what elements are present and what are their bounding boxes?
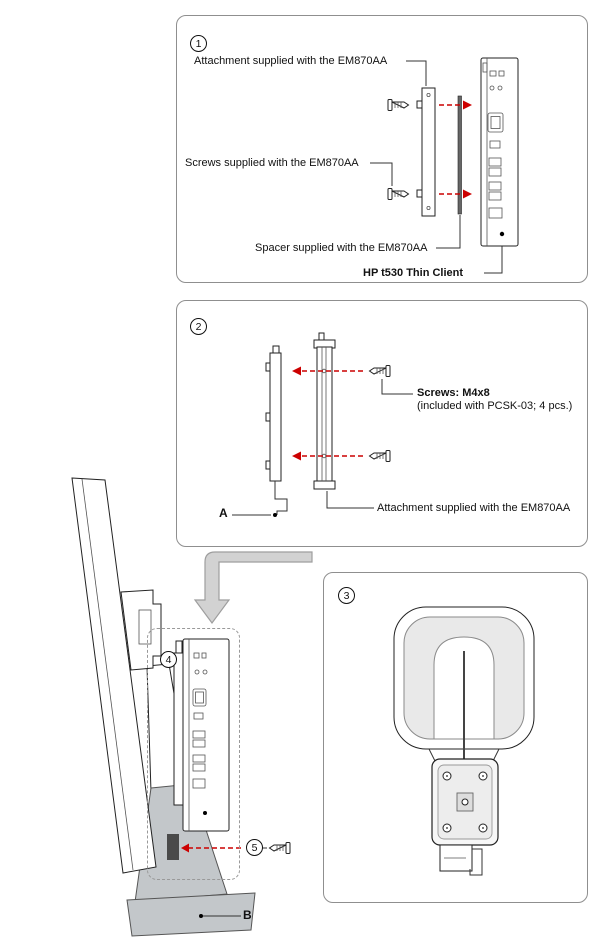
step-3-badge: 3: [338, 587, 355, 604]
bracket-a: [266, 346, 287, 517]
screw-icon: [370, 451, 391, 462]
attachment-plate: [174, 641, 183, 805]
leader-line: [382, 379, 413, 394]
mount-bottom-tab: [440, 845, 482, 875]
label-step2-screws-note: (included with PCSK-03; 4 pcs.): [417, 400, 573, 412]
leader-line: [406, 61, 426, 86]
label-step1-thin-client: HP t530 Thin Client: [363, 267, 464, 279]
step-3-panel: [323, 572, 588, 903]
label-step1-screws: Screws supplied with the EM870AA: [185, 157, 359, 169]
label-step2-screws-title: Screws: M4x8: [417, 387, 490, 399]
label-step1-spacer: Spacer supplied with the EM870AA: [255, 242, 428, 254]
mount-bracket-plate: [432, 759, 498, 845]
monitor-side-view: [72, 478, 156, 873]
step-4-thin-client-drawing: [148, 629, 241, 881]
monitor-stand-base: [127, 893, 255, 936]
attachment-plate: [314, 333, 335, 489]
label-step2-attachment: Attachment supplied with the EM870AA: [377, 502, 571, 514]
red-dashed-arrow: [439, 190, 472, 199]
step-1-badge: 1: [190, 35, 207, 52]
red-dashed-arrow: [439, 101, 472, 110]
step-4-badge: 4: [160, 651, 177, 668]
label-part-a: A: [219, 506, 228, 520]
thin-client-rear-view: [481, 58, 518, 246]
vesa-mount-plate: [394, 607, 534, 778]
step-5-badge: 5: [246, 839, 263, 856]
screw-icon: [270, 843, 291, 854]
leader-line: [370, 163, 392, 186]
step-3-drawing: [324, 573, 589, 904]
screw-icon: [388, 100, 409, 111]
step-2-panel: [176, 300, 588, 547]
step-1-panel: [176, 15, 588, 283]
screw-icon: [370, 366, 391, 377]
label-part-b: B: [243, 908, 252, 922]
attachment-plate: [417, 88, 435, 216]
thin-client-side-view: [183, 639, 229, 831]
label-step1-attachment: Attachment supplied with the EM870AA: [194, 55, 388, 67]
spacer-bar: [458, 96, 462, 214]
step-4-detail-box: [147, 628, 240, 880]
leader-line: [436, 215, 460, 248]
screw-icon: [388, 189, 409, 200]
flow-arrow-icon: [195, 552, 312, 623]
step-2-badge: 2: [190, 318, 207, 335]
leader-line: [327, 491, 374, 508]
